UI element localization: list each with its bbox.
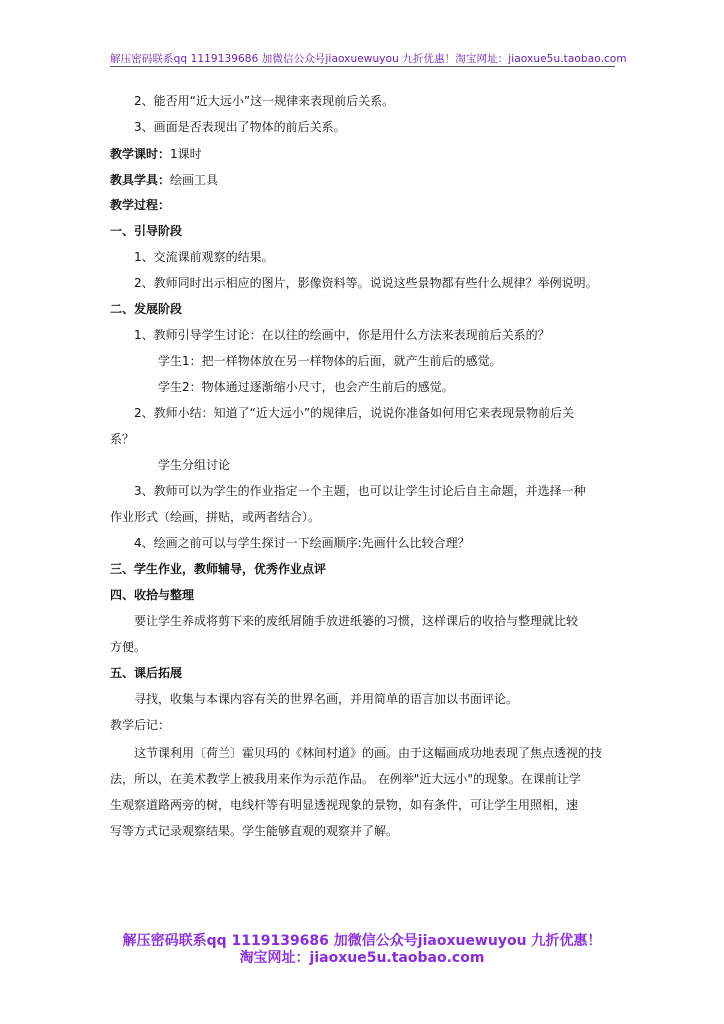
criteria-item-3: 3、画面是否表现出了物体的前后关系。	[134, 120, 346, 134]
section-2-item-2-cont: 系？	[110, 432, 135, 446]
section-1-item-2: 2、教师同时出示相应的图片，影像资料等。说说这些景物都有些什么规律？举例说明。	[134, 276, 598, 290]
teaching-tools-label: 教具学具：	[110, 173, 171, 187]
section-2-item-2: 2、教师小结：知道了“近大远小”的规律后，说说你准备如何用它来表现景物前后关	[134, 406, 575, 420]
section-2-item-3-cont: 作业形式（绘画，拼贴，或两者结合）。	[110, 510, 321, 524]
teaching-tools	[110, 167, 218, 193]
section-1-heading: 一、引导阶段	[110, 224, 183, 238]
section-2-item-1: 1、教师引导学生讨论：在以往的绘画中，你是用什么方法来表现前后关系的？	[134, 328, 550, 342]
section-4-heading: 四、收拾与整理	[110, 588, 195, 602]
lesson-hours-label: 教学课时：	[110, 147, 171, 161]
student-2-answer: 学生2：物体通过逐渐缩小尺寸，也会产生前后的感觉。	[158, 380, 454, 394]
section-4-text-cont: 方便。	[110, 640, 147, 654]
student-1-answer: 学生1：把一样物体放在另一样物体的后面，就产生前后的感觉。	[158, 354, 502, 368]
section-5-text: 寻找，收集与本课内容有关的世界名画，并用简单的语言加以书面评论。	[134, 692, 519, 706]
section-4-text: 要让学生养成将剪下来的废纸屑随手放进纸篓的习惯，这样课后的收拾与整理就比较	[134, 614, 579, 628]
section-2-heading: 二、发展阶段	[110, 302, 183, 316]
afterword-line-4: 写等方式记录观察结果。学生能够直观的观察并了解。	[110, 824, 399, 838]
section-2-item-4: 4、绘画之前可以与学生探讨一下绘画顺序:先画什么比较合理？	[134, 536, 470, 550]
footer-shop-url: 淘宝网址：jiaoxue5u.taobao.com	[239, 950, 485, 966]
lesson-hours-value: 1课时	[170, 147, 202, 161]
section-5-heading: 五、课后拓展	[110, 666, 183, 680]
teaching-tools-value: 绘画工具	[170, 173, 219, 187]
header-divider	[110, 66, 615, 67]
afterword-line-3: 生观察道路两旁的树，电线杆等有明显透视现象的景物，如有条件，可让学生用照相，速	[110, 798, 579, 812]
section-1-item-1: 1、交流课前观察的结果。	[134, 250, 274, 264]
group-discussion: 学生分组讨论	[158, 458, 231, 472]
page-header: 解压密码联系qq 1119139686 加微信公众号jiaoxuewuyou 九折优惠！淘宝网址：jiaoxue5u.taobao.com	[110, 53, 627, 65]
afterword-line-1: 这节课利用〔荷兰〕霍贝玛的《林间村道》的画。由于这幅画成功地表现了焦点透视的技	[134, 746, 603, 760]
afterword-heading: 教学后记：	[110, 718, 171, 732]
section-2-item-3: 3、教师可以为学生的作业指定一个主题，也可以让学生讨论后自主命题，并选择一种	[134, 484, 586, 498]
criteria-item-2: 2、能否用“近大远小”这一规律来表现前后关系。	[134, 94, 395, 108]
footer-contact: 解压密码联系qq 1119139686 加微信公众号jiaoxuewuyou 九折优惠！	[122, 933, 602, 949]
afterword-line-2: 法，所以，在美术教学上被我用来作为示范作品。 在例举"近大远小"的现象。在课前让学	[110, 772, 581, 786]
process-heading: 教学过程：	[110, 198, 171, 212]
lesson-hours	[110, 141, 202, 167]
section-3-heading: 三、学生作业，教师辅导，优秀作业点评	[110, 562, 327, 576]
